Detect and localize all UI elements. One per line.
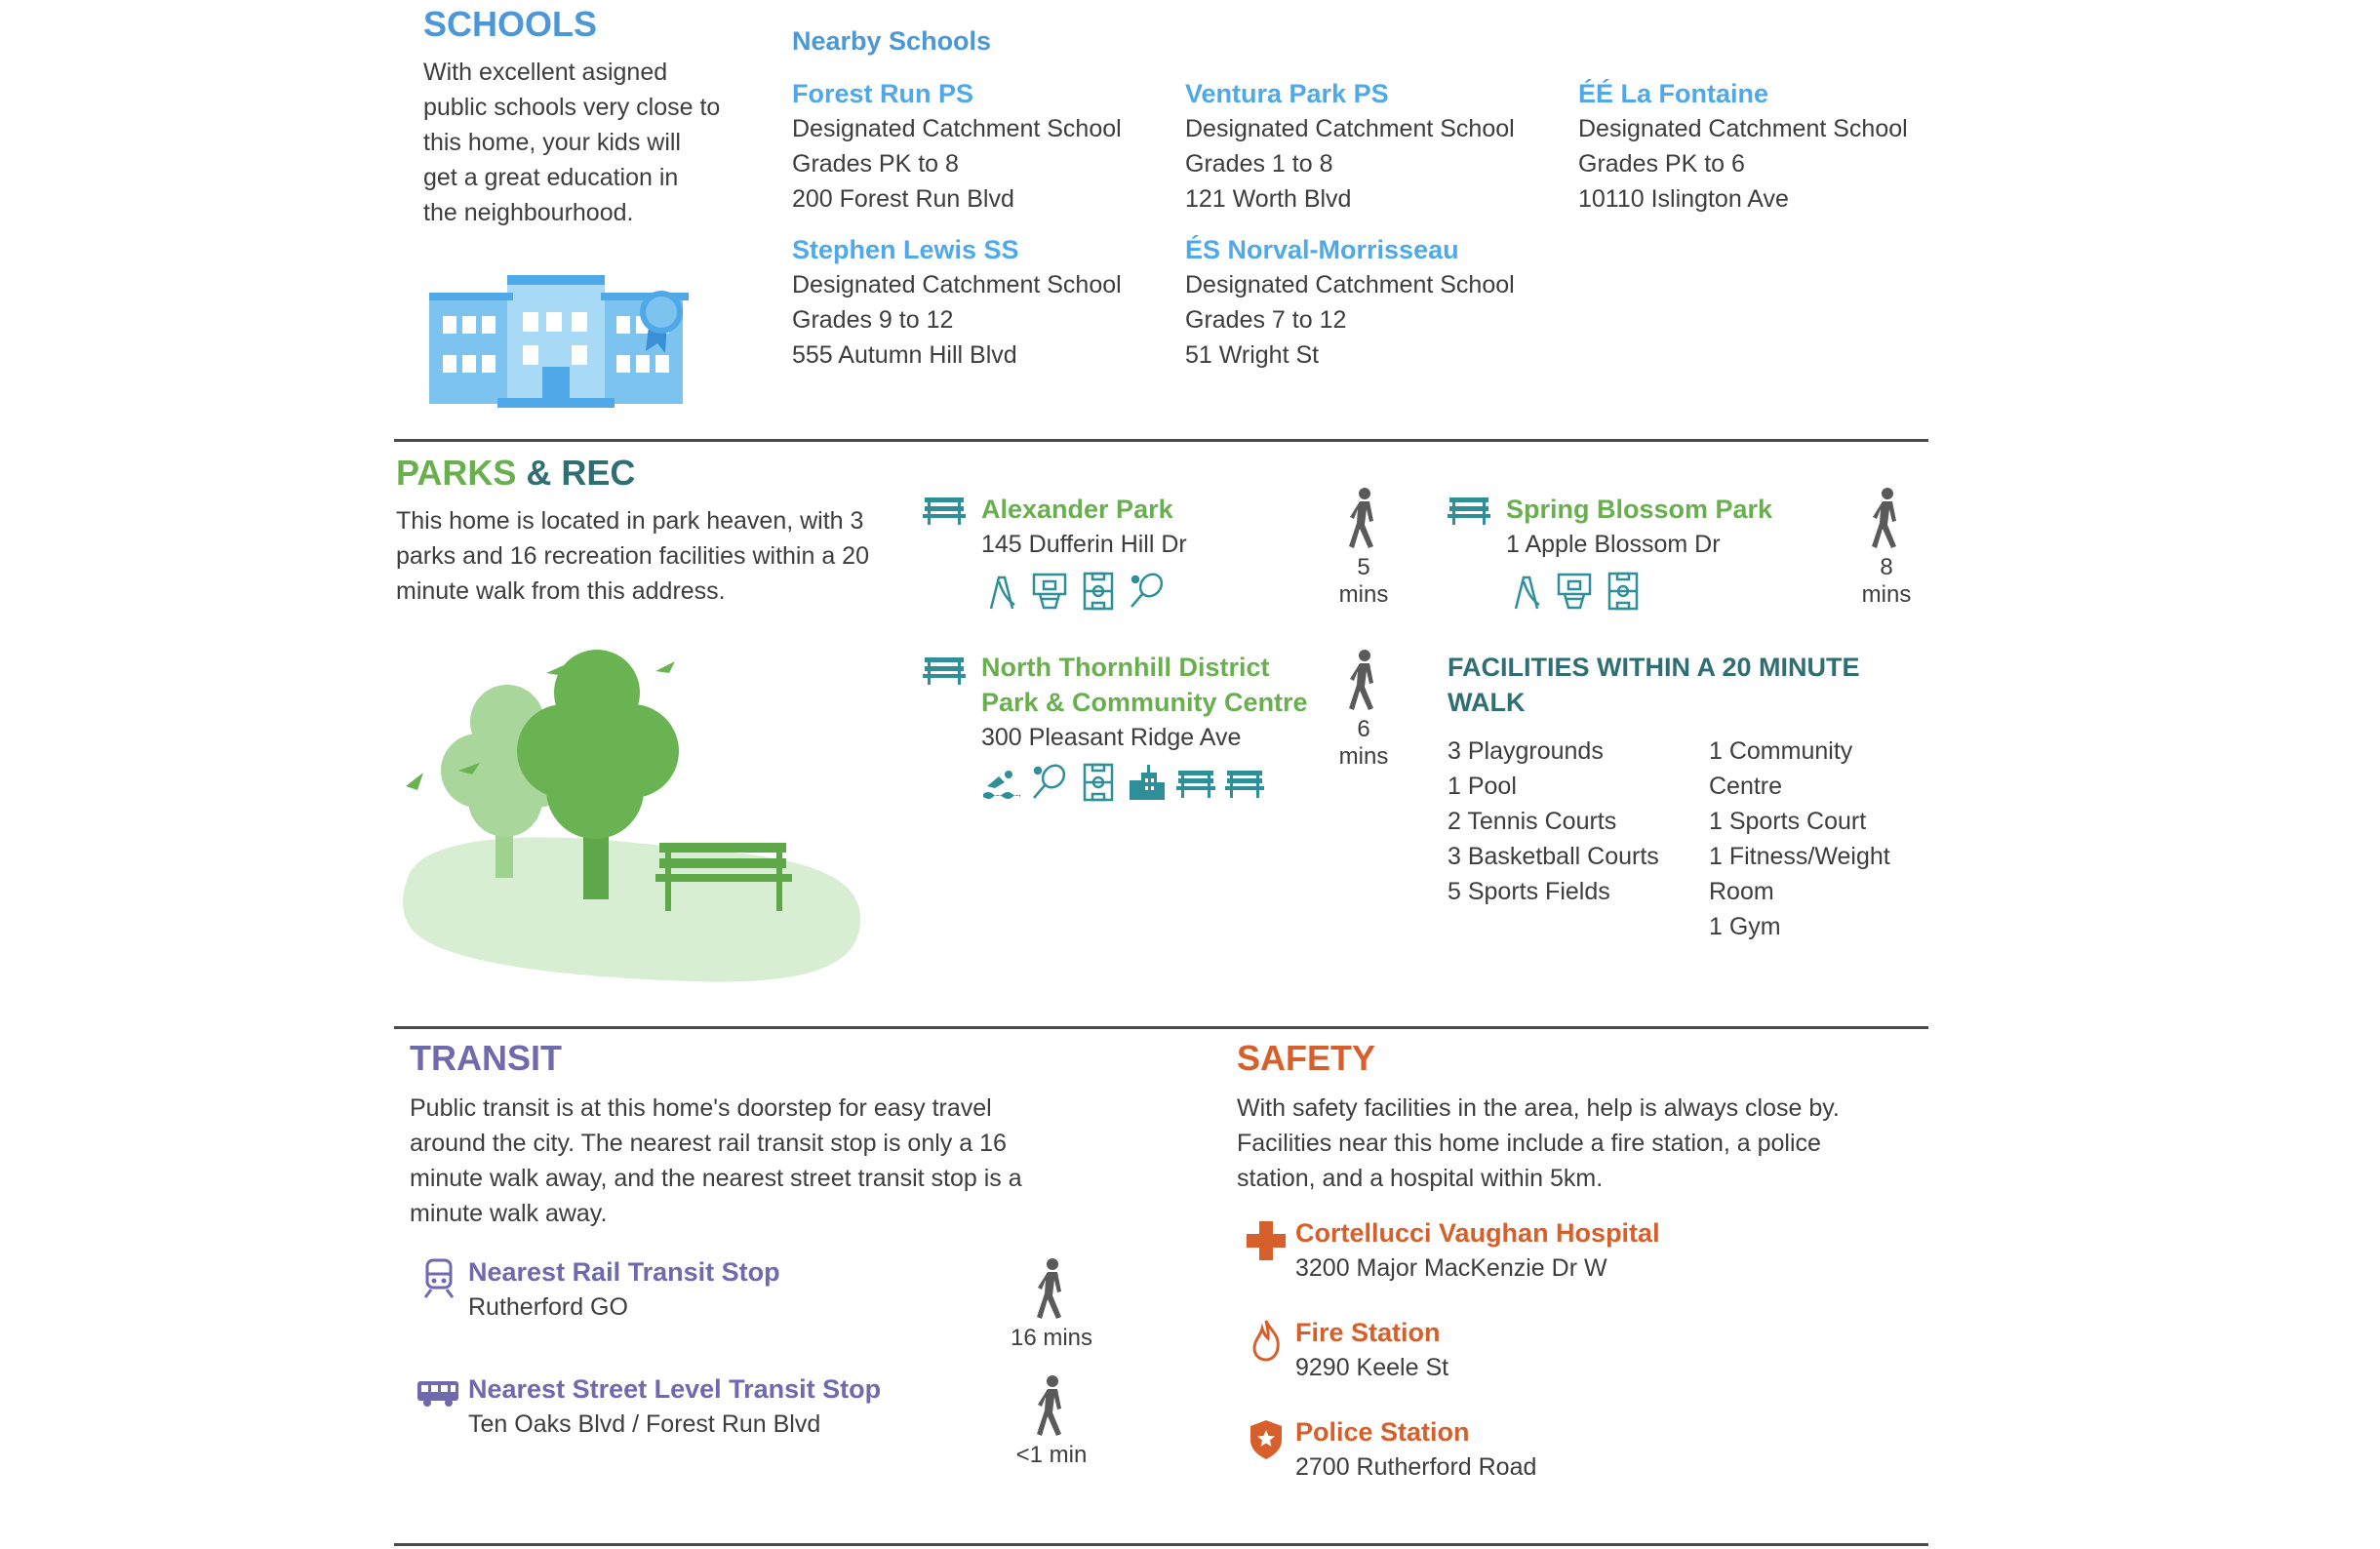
park-name: North Thornhill District (981, 653, 1270, 682)
bench-icon (1225, 763, 1264, 802)
transit-title: TRANSIT (410, 1038, 562, 1078)
rail-transit-stop: Rutherford GO (468, 1293, 628, 1321)
bench-icon (1448, 496, 1490, 527)
bus-icon (416, 1379, 460, 1409)
park-name: Alexander Park (981, 495, 1173, 524)
park-illustration-icon (400, 644, 868, 995)
park-facility-icons (981, 572, 1187, 611)
hospital-label: Cortellucci Vaughan Hospital (1295, 1218, 1660, 1248)
sports-field-icon (1604, 572, 1643, 611)
street-transit-stop: Ten Oaks Blvd / Forest Run Blvd (468, 1410, 821, 1438)
school-name: Stephen Lewis SS (792, 235, 1019, 264)
school-name: Forest Run PS (792, 79, 974, 108)
schools-title: SCHOOLS (423, 4, 598, 44)
hospital-cross-icon (1245, 1219, 1288, 1262)
walking-person-icon (1032, 1375, 1071, 1436)
bench-icon (923, 655, 966, 687)
walk-time: 16 mins (1005, 1258, 1098, 1352)
park-address: 1 Apple Blossom Dr (1506, 531, 1721, 558)
park-address: 145 Dufferin Hill Dr (981, 531, 1187, 558)
school-card: ÉS Norval-Morrisseau Designated Catchment School Grades 7 to 12 51 Wright St (1185, 232, 1515, 373)
facilities-heading: FACILITIES WITHIN A 20 MINUTE WALK (1448, 653, 1860, 717)
park-card (1506, 492, 1772, 611)
community-centre-icon (1128, 763, 1167, 802)
pool-icon (981, 763, 1020, 802)
parks-description: This home is located in park heaven, with 3 parks and 16 recreation facilities within a 20 minute walk from this address. (396, 507, 869, 605)
parks-title: PARKS & REC (396, 453, 636, 493)
slide-icon (1506, 572, 1545, 611)
section-divider (394, 1026, 1928, 1029)
street-transit-card (468, 1371, 881, 1442)
walk-time: <1 min (1005, 1375, 1098, 1469)
train-icon (423, 1256, 455, 1299)
street-transit-label: Nearest Street Level Transit Stop (468, 1374, 882, 1404)
school-card: ÉÉ La Fontaine Designated Catchment School Grades PK to 6 10110 Islington Ave (1578, 76, 1908, 217)
school-card: Stephen Lewis SS Designated Catchment School Grades 9 to 12 555 Autumn Hill Blvd (792, 232, 1122, 373)
basketball-icon (1030, 572, 1069, 611)
tennis-icon (1030, 763, 1069, 802)
bench-icon (923, 496, 966, 527)
school-building-icon (429, 273, 702, 410)
police-station-card (1295, 1414, 1536, 1485)
fire-station-label: Fire Station (1295, 1318, 1441, 1347)
school-name: Ventura Park PS (1185, 79, 1389, 108)
walk-time: 5 mins (1330, 488, 1397, 609)
schools-description: With excellent asigned public schools very close to this home, your kids will get a great education in the neighbourhood. (423, 59, 721, 226)
facilities-list: 1 Community Centre 1 Sports Court 1 Fitness/Weight Room 1 Gym (1709, 737, 1890, 940)
police-station-label: Police Station (1295, 1417, 1470, 1447)
park-facility-icons (1506, 572, 1772, 611)
safety-title: SAFETY (1237, 1038, 1376, 1078)
park-facility-icons (981, 763, 1308, 802)
park-address: 300 Pleasant Ridge Ave (981, 724, 1242, 751)
walking-person-icon (1867, 488, 1906, 548)
park-name: Spring Blossom Park (1506, 495, 1773, 524)
school-name: ÉS Norval-Morrisseau (1185, 235, 1459, 264)
park-card (981, 492, 1187, 611)
park-name: Park & Community Centre (981, 688, 1308, 717)
walk-time: 6 mins (1330, 650, 1397, 771)
hospital-card (1295, 1215, 1660, 1286)
walking-person-icon (1344, 650, 1383, 710)
bench-icon (1176, 763, 1215, 802)
section-divider (394, 1543, 1928, 1546)
walk-time: 8 mins (1853, 488, 1920, 609)
hospital-address: 3200 Major MacKenzie Dr W (1295, 1254, 1607, 1282)
section-divider (394, 439, 1928, 442)
slide-icon (981, 572, 1020, 611)
sports-field-icon (1079, 763, 1118, 802)
school-name: ÉÉ La Fontaine (1578, 79, 1769, 108)
facilities-list: 3 Playgrounds 1 Pool 2 Tennis Courts 3 Basketball Courts 5 Sports Fields (1448, 737, 1659, 905)
park-card (981, 650, 1308, 802)
rail-transit-card (468, 1254, 780, 1325)
basketball-icon (1555, 572, 1594, 611)
fire-station-card (1295, 1315, 1448, 1385)
sports-field-icon (1079, 572, 1118, 611)
rail-transit-label: Nearest Rail Transit Stop (468, 1257, 780, 1287)
nearby-schools-heading: Nearby Schools (792, 26, 992, 56)
police-station-address: 2700 Rutherford Road (1295, 1453, 1537, 1481)
safety-description: With safety facilities in the area, help is always close by. Facilities near this home include a fire station, a police station, and a hospital within 5km. (1237, 1094, 1840, 1192)
fire-icon (1250, 1319, 1282, 1362)
tennis-icon (1128, 572, 1167, 611)
walking-person-icon (1032, 1258, 1071, 1319)
walking-person-icon (1344, 488, 1383, 548)
school-card: Forest Run PS Designated Catchment School Grades PK to 8 200 Forest Run Blvd (792, 76, 1122, 217)
transit-description: Public transit is at this home's doorstep for easy travel around the city. The nearest rail transit stop is only a 16 minute walk away, and the nearest street transit stop is a minute walk away. (410, 1094, 1022, 1227)
police-badge-icon (1249, 1418, 1284, 1461)
school-card: Ventura Park PS Designated Catchment School Grades 1 to 8 121 Worth Blvd (1185, 76, 1515, 217)
fire-station-address: 9290 Keele St (1295, 1354, 1449, 1381)
